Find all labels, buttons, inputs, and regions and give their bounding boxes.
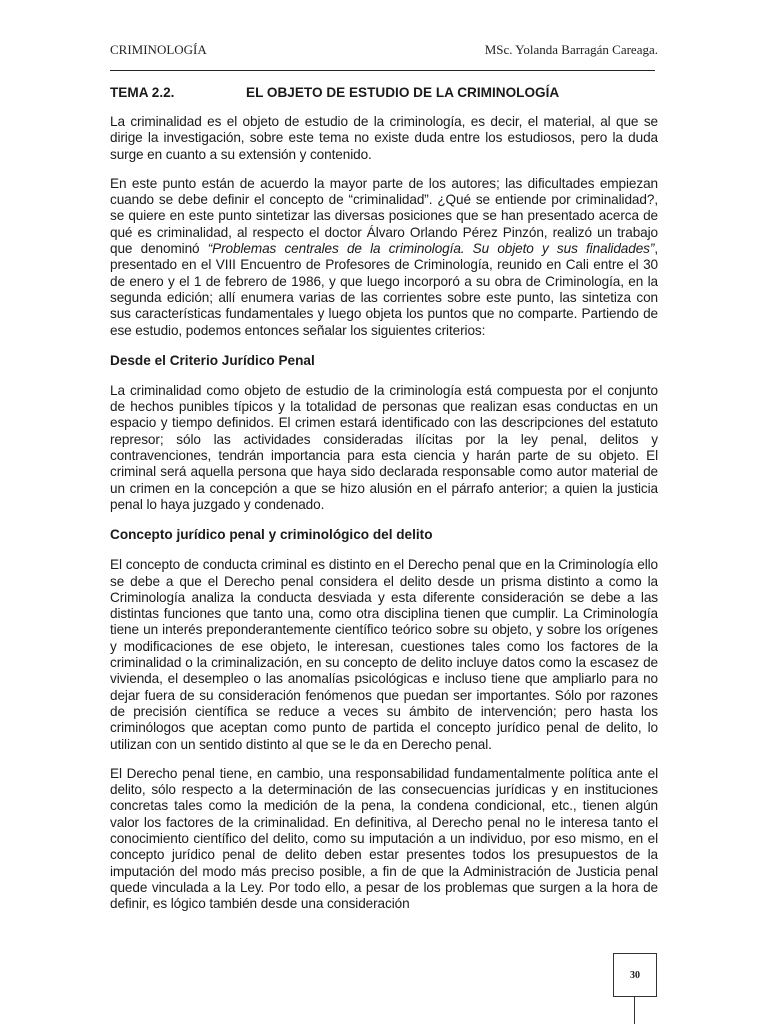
page-number-box [613, 953, 657, 997]
topic-number: TEMA 2.2. [110, 85, 175, 100]
page-number-line [634, 996, 635, 1024]
paragraph-derecho-penal: El Derecho penal tiene, en cambio, una responsabilidad fundamentalmente política ante el delito, sólo respecto a la determinación de las consecuencias jurídicas y en instituciones concretas tales como la medición de la pena, la condena condicional, etc., tienen algún valor los factores de la criminalidad. En definitiva, al Derecho penal no le interesa tanto el conocimiento científico del delito, como su imputación a un individuo, por eso mismo, en el concepto jurídico penal de delito deben estar presentes todos los presupuestos de la imputación del modo más preciso posible, a fin de que la Administración de Justicia penal quede vinculada a la Ley. Por todo ello, a pesar de los problemas que surgen a la hora de definir, es lógico también desde una consideración [110, 765, 658, 912]
paragraph-authors-text-a: En este punto están de acuerdo la mayor parte de los autores; las dificultades empiezan cuando se debe definir el concepto de “criminalidad”. ¿Qué se entiende por criminalidad?, se quiere en este punto sintetizar las diversas posiciones que se han presentado acerca de qué es criminalidad, al respecto el doctor Álvaro Orlando Pérez Pinzón, realizó un trabajo que denominó [110, 175, 658, 257]
page-header [110, 42, 658, 60]
work-title-italic: “Problemas centrales de la criminología. Su objeto y sus finalidades” [207, 241, 655, 257]
paragraph-intro: La criminalidad es el objeto de estudio de la criminología, es decir, el material, al que se dirige la investigación, sobre este tema no existe duda entre los estudiosos, pero la duda surge en cuanto a su extensión y contenido. [110, 114, 658, 162]
topic-title: EL OBJETO DE ESTUDIO DE LA CRIMINOLOGÍA [246, 85, 560, 100]
section-heading-concepto-delito: Concepto jurídico penal y criminológico del delito [110, 527, 433, 543]
header-rule [110, 70, 655, 71]
header-course-title: CRIMINOLOGÍA [110, 42, 207, 57]
paragraph-conducta-criminal: El concepto de conducta criminal es distinto en el Derecho penal que en la Criminología ello se debe a que el Derecho penal considera el delito desde un prisma distinto a como la Criminología analiza la conducta desviada y esta diferente consideración se debe a las distintas funciones que tanto una, como otra disciplina tienen que cumplir. La Criminología tiene un interés preponderantemente científico teórico sobre su objeto, y sobre los orígenes y modificaciones de ese objeto, le interesan, cuestiones tales como los factores de la criminalidad o la criminalización, en su concepto de delito incluye datos como la escasez de vivienda, el desempleo o las anomalías psicológicas e incluso tiene que ampliarlo para no dejar fuera de su consideración fenómenos que puedan ser importantes. Sólo por razones de precisión científica se reduce a veces su ámbito de intervención; pero hasta los criminólogos que aceptan como punto de partida el concepto jurídico penal de delito, lo utilizan con un sentido distinto al que se le da en Derecho penal. [110, 557, 658, 752]
paragraph-juridico-penal: La criminalidad como objeto de estudio de la criminología está compuesta por el conjunto de hechos punibles típicos y la totalidad de personas que realizan esas conductas en un espacio y tiempo definidos. El crimen estará identificado con las descripciones del estatuto represor; sólo las actividades consideradas ilícitas por la ley penal, delitos y contravenciones, tendrán importancia para esta ciencia y harán parte de su objeto. El criminal será aquella persona que haya sido declarada responsable como autor material de un crimen en la concepción a que se hizo alusión en el párrafo anterior; a quien la justicia penal lo haya juzgado y condenado. [110, 382, 658, 512]
header-author: MSc. Yolanda Barragán Careaga. [484, 42, 658, 57]
topic-heading [110, 84, 658, 102]
main-content [110, 84, 658, 925]
section-heading-juridico-penal: Desde el Criterio Jurídico Penal [110, 352, 315, 368]
paragraph-authors-text-b: , presentado en el VIII Encuentro de Profesores de Criminología, reunido en Cali entre el 30 de enero y el 1 de febrero de 1986, y que luego incorporó a su obra de Criminología, en la segunda edición; allí enumera varias de las corrientes sobre este punto, las sintetiza con sus características fundamentales y luego objeta los puntos que no comparte. Partiendo de ese estudio, podemos entonces señalar los siguientes criterios: [110, 241, 658, 338]
paragraph-authors [110, 176, 658, 339]
page-number: 30 [630, 969, 640, 981]
